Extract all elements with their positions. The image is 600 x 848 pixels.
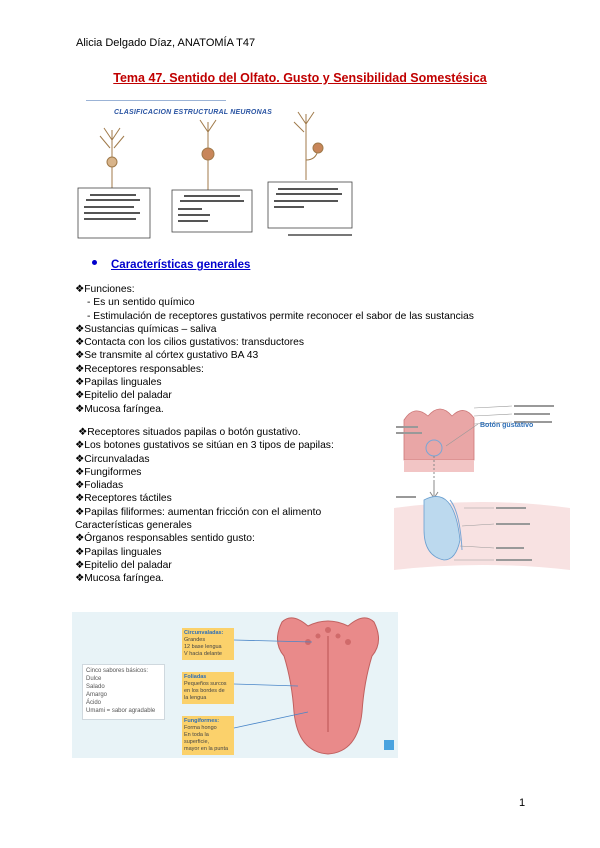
taste-bud-label: Botón gustativo [480, 422, 534, 429]
text-line: ❖Mucosa faríngea. [75, 573, 164, 585]
text-line: ❖Los botones gustativos se sitúan en 3 tipos de papilas: [75, 440, 334, 452]
section-heading [92, 259, 250, 271]
text-line: ❖Receptores responsables: [75, 363, 204, 375]
tastes-line: Ácido [86, 700, 102, 706]
box-line: 12 base lengua [184, 644, 222, 650]
box-line: en los bordes de [184, 688, 225, 694]
tastes-line: Salado [86, 684, 105, 690]
tastes-line: Umami = sabor agradable [86, 708, 156, 714]
tastes-line: Amargo [86, 692, 108, 698]
box-line: En toda la superficie, [184, 732, 210, 745]
bipolar-neuron-icon [200, 120, 216, 190]
text-line: - Es un sentido químico [87, 297, 195, 309]
text-line: Características generales [75, 520, 192, 532]
unipolar-neuron-icon [294, 112, 323, 180]
tongue-papillae-figure [72, 612, 398, 758]
basic-tastes-box [82, 664, 165, 720]
tastes-line: Cinco sabores básicos: [86, 668, 149, 674]
text-line: ❖Sustancias químicas – saliva [75, 323, 217, 335]
foliadas-box [182, 672, 234, 704]
text-line: ❖Contacta con los cilios gustativos: transductores [75, 337, 305, 349]
box-line: V hacia delante [184, 651, 222, 657]
box-line: Grandes [184, 637, 206, 643]
document-header: Alicia Delgado Díaz, ANATOMÍA T47 [76, 37, 256, 49]
text-line: ❖Funciones: [75, 284, 135, 295]
text-line: ❖Órganos responsables sentido gusto: [75, 533, 255, 545]
neuron-figure-caption: CLASIFICACION ESTRUCTURAL NEURONAS [114, 109, 272, 116]
box-title: Foliadas [184, 674, 207, 680]
fungiformes-box [182, 716, 234, 755]
text-line: ❖Circunvaladas [75, 453, 150, 465]
text-line: ❖Epitelio del paladar [75, 559, 172, 571]
text-line: - Estimulación de receptores gustativos permite reconocer el sabor de las sustancias [87, 310, 474, 322]
text-line: ❖Epitelio del paladar [75, 390, 172, 402]
box-title: Circunvaladas: [184, 630, 224, 636]
circunvaladas-box [182, 628, 234, 660]
taste-bud-figure [394, 400, 570, 577]
text-line: ❖Foliadas [75, 480, 124, 492]
text-line: ❖Fungiformes [75, 466, 142, 478]
box-line: mayor en la punta [184, 746, 229, 752]
page-number: 1 [519, 797, 526, 809]
document-title: Tema 47. Sentido del Olfato. Gusto y Sensibilidad Somestésica [113, 71, 487, 85]
neuron-classification-figure [72, 100, 354, 240]
box-line: la lengua [184, 695, 207, 701]
text-line: ❖Papilas linguales [75, 377, 162, 389]
text-line: ❖Papilas linguales [75, 546, 162, 558]
tastes-line: Dulce [86, 676, 102, 682]
bullet-icon [92, 260, 97, 265]
text-line: ❖Receptores situados papilas o botón gustativo. [78, 426, 301, 438]
text-line: ❖Mucosa faríngea. [75, 403, 164, 415]
text-line: ❖Receptores táctiles [75, 493, 172, 505]
box-line: Pequeños surcos [184, 681, 227, 687]
text-line: ❖Papilas filiformes: aumentan fricción con el alimento [75, 506, 322, 518]
section-heading-text: Características generales [111, 259, 251, 271]
text-line: ❖Se transmite al córtex gustativo BA 43 [75, 350, 259, 362]
box-title: Fungiformes: [184, 718, 220, 724]
neuron-illustrations [72, 100, 354, 240]
box-line: Forma hongo [184, 725, 217, 731]
